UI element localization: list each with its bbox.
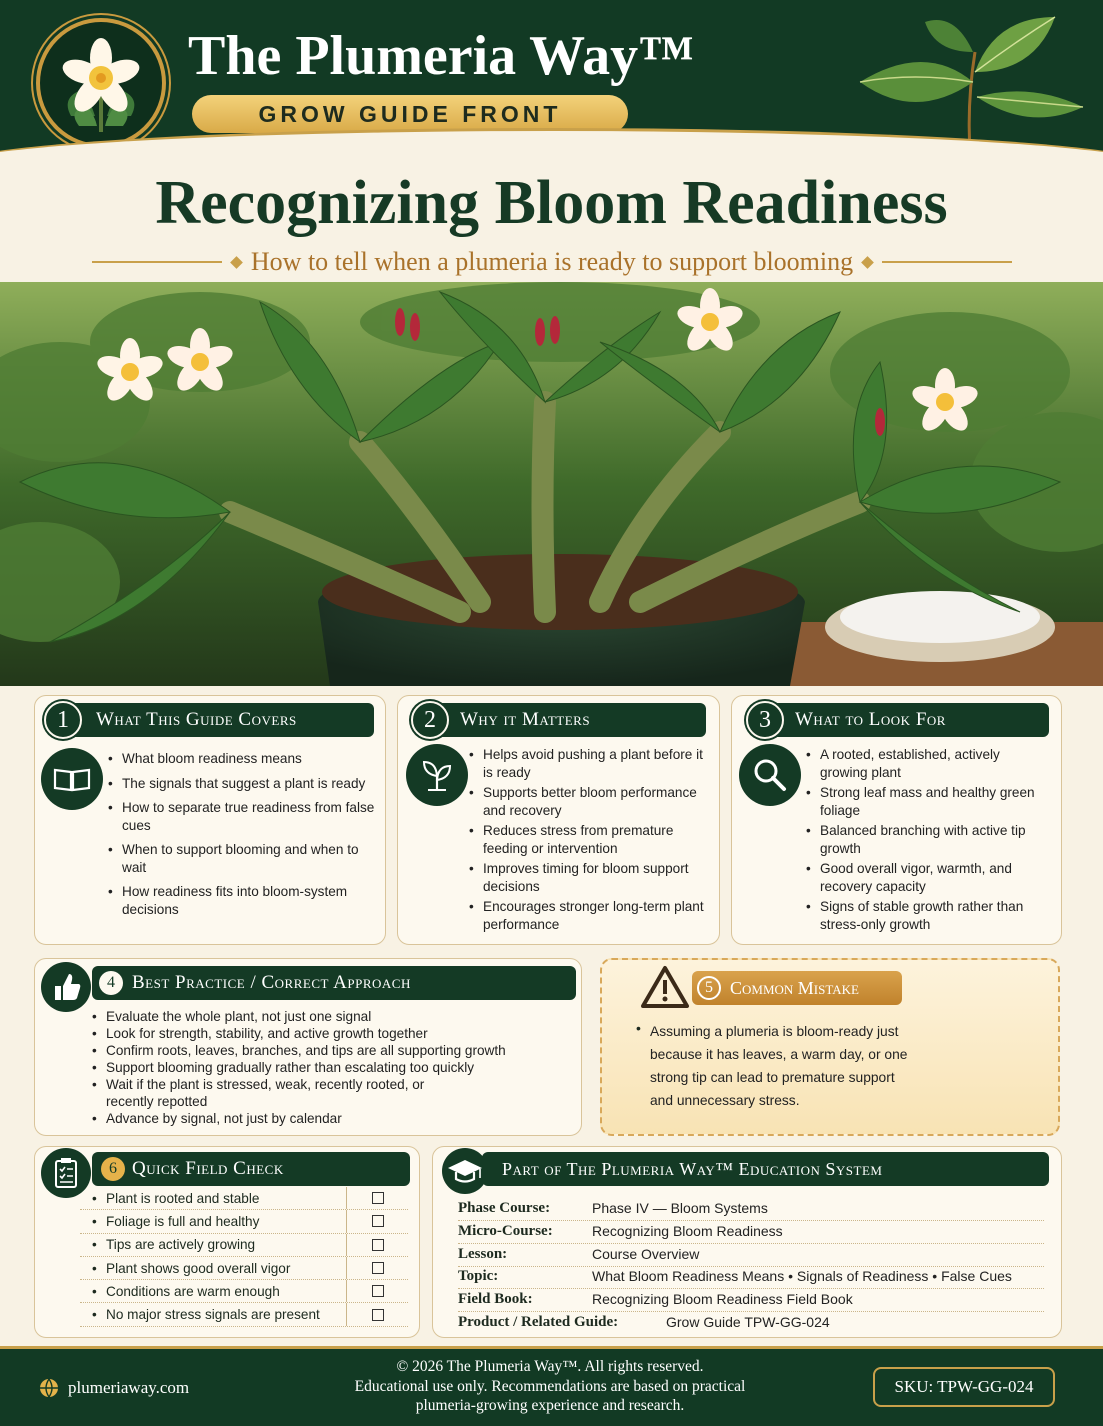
row-label: Phase Course: (458, 1200, 551, 1216)
sprout-icon (406, 744, 468, 806)
plumeria-hero-photo (0, 282, 1103, 686)
list-item: • Supports better bloom performance and recovery (469, 784, 709, 819)
row-value: Course Overview (592, 1246, 700, 1262)
education-row (458, 1266, 1044, 1289)
footer-copyright (290, 1357, 810, 1416)
website-link[interactable] (38, 1377, 189, 1399)
list-item: • Good overall vigor, warmth, and recovery capacity (806, 860, 1046, 895)
check-item-label: • No major stress signals are present (80, 1307, 346, 1322)
page-title: Recognizing Bloom Readiness (155, 169, 948, 237)
book-icon (41, 748, 103, 810)
education-row (458, 1244, 1044, 1267)
sku-badge: SKU: TPW-GG-024 (873, 1367, 1055, 1407)
row-value: Recognizing Bloom Readiness Field Book (592, 1291, 853, 1307)
list-item: • Support blooming gradually rather than escalating too quickly (92, 1059, 572, 1076)
list-item: • Signs of stable growth rather than stress-only growth (806, 898, 1046, 933)
subtitle-row (92, 244, 1012, 280)
plumeria-flower-icon (40, 22, 162, 144)
checkbox[interactable] (372, 1215, 384, 1227)
list-item: • Balanced branching with active tip growth (806, 822, 1046, 857)
table-row (80, 1187, 408, 1210)
section-title-look-for: What to Look For (749, 703, 1049, 737)
list-item: • Reduces stress from premature feeding or intervention (469, 822, 709, 857)
list-item: • Strong leaf mass and healthy green foliage (806, 784, 1046, 819)
section-number-5: 5 (697, 976, 721, 1000)
website-text: plumeriaway.com (68, 1378, 190, 1397)
row-label: Topic: (458, 1268, 499, 1284)
list-item: • A rooted, established, actively growing plant (806, 746, 1046, 781)
section-title-best-practice: Best Practice / Correct Approach (92, 966, 576, 1000)
disclaimer-line-2: plumeria-growing experience and research. (415, 1397, 685, 1414)
warning-icon (640, 965, 690, 1009)
bullet: • (636, 1020, 641, 1036)
list-item: • Improves timing for bloom support decisions (469, 860, 709, 895)
education-row (458, 1221, 1044, 1244)
check-item-label: • Plant is rooted and stable (80, 1191, 346, 1206)
table-row (80, 1234, 408, 1257)
education-row (458, 1312, 1044, 1335)
thumbs-up-icon (41, 962, 91, 1012)
row-value: What Bloom Readiness Means • Signals of Readiness • False Cues (592, 1268, 1012, 1284)
grow-guide-badge: GROW GUIDE FRONT (192, 95, 628, 133)
list-item: • Encourages stronger long-term plant performance (469, 898, 709, 933)
section-title-mistake: Common Mistake (692, 971, 902, 1005)
education-row (458, 1289, 1044, 1312)
education-row (458, 1198, 1044, 1221)
checkbox[interactable] (372, 1192, 384, 1204)
table-row (80, 1280, 408, 1303)
list-covers (108, 750, 376, 925)
diamond-ornament (861, 256, 874, 269)
disclaimer-line-1: Educational use only. Recommendations are based on practical (354, 1377, 746, 1395)
checkbox[interactable] (372, 1262, 384, 1274)
divider-line (882, 261, 1012, 263)
list-item: • Evaluate the whole plant, not just one signal (92, 1008, 572, 1025)
section-number-3: 3 (746, 701, 784, 739)
row-label: Micro-Course: (458, 1223, 553, 1239)
list-item: • What bloom readiness means (108, 750, 376, 768)
row-label: Field Book: (458, 1291, 533, 1307)
list-item: • Look for strength, stability, and active growth together (92, 1025, 572, 1042)
globe-icon (38, 1377, 60, 1399)
row-label: Lesson: (458, 1246, 508, 1262)
graduation-cap-icon (442, 1148, 488, 1194)
row-value: Phase IV — Bloom Systems (592, 1200, 768, 1216)
section-number-1: 1 (44, 701, 82, 739)
row-value: Recognizing Bloom Readiness (592, 1223, 783, 1239)
row-value: Grow Guide TPW-GG-024 (666, 1314, 830, 1330)
list-best-practice (92, 1008, 572, 1127)
row-label: Product / Related Guide: (458, 1314, 619, 1330)
list-item: • When to support blooming and when to wait (108, 841, 376, 876)
list-item: • Advance by signal, not just by calendar (92, 1110, 572, 1127)
field-check-table (80, 1187, 408, 1327)
check-item-label: • Tips are actively growing (80, 1237, 346, 1252)
divider-line (92, 261, 222, 263)
list-matters (469, 746, 709, 936)
section-title-education: Part of The Plumeria Way™ Education System (482, 1152, 1049, 1186)
section-title-covers: What This Guide Covers (50, 703, 374, 737)
list-item: • The signals that suggest a plant is ready (108, 775, 376, 793)
section-title-field-check: Quick Field Check (92, 1152, 410, 1186)
section-number-2: 2 (411, 701, 449, 739)
header-band (0, 0, 1103, 165)
check-item-label: • Plant shows good overall vigor (80, 1261, 346, 1276)
table-row (80, 1303, 408, 1326)
table-row (80, 1257, 408, 1280)
diamond-ornament (230, 256, 243, 269)
list-item: • Confirm roots, leaves, branches, and tips are all supporting growth (92, 1042, 572, 1059)
magnifier-icon (739, 744, 801, 806)
check-item-label: • Conditions are warm enough (80, 1284, 346, 1299)
footer (0, 1346, 1103, 1426)
section-title-matters: Why it Matters (414, 703, 706, 737)
plumeria-logo (36, 18, 166, 148)
brand-title: The Plumeria Way™ (188, 25, 695, 87)
list-item: • How readiness fits into bloom-system decisions (108, 883, 376, 918)
copyright-text: © 2026 The Plumeria Way™. All rights reserved. (396, 1358, 704, 1375)
leaves-icon (855, 12, 1085, 152)
page-subtitle: How to tell when a plumeria is ready to support blooming (250, 247, 854, 276)
checkbox[interactable] (372, 1309, 384, 1321)
checkbox[interactable] (372, 1239, 384, 1251)
list-item: • Wait if the plant is stressed, weak, recently rooted, or recently repotted (92, 1076, 432, 1110)
list-look-for (806, 746, 1046, 936)
check-item-label: • Foliage is full and healthy (80, 1214, 346, 1229)
list-item: • How to separate true readiness from false cues (108, 799, 376, 834)
list-item: • Helps avoid pushing a plant before it is ready (469, 746, 709, 781)
table-row (80, 1210, 408, 1233)
section-number-6: 6 (101, 1157, 125, 1181)
mistake-text: Assuming a plumeria is bloom-ready just because it has leaves, a warm day, or one strong tip can lead to premature support and unnecessary stress. (650, 1024, 908, 1108)
section-number-4: 4 (99, 971, 123, 995)
checkbox[interactable] (372, 1285, 384, 1297)
